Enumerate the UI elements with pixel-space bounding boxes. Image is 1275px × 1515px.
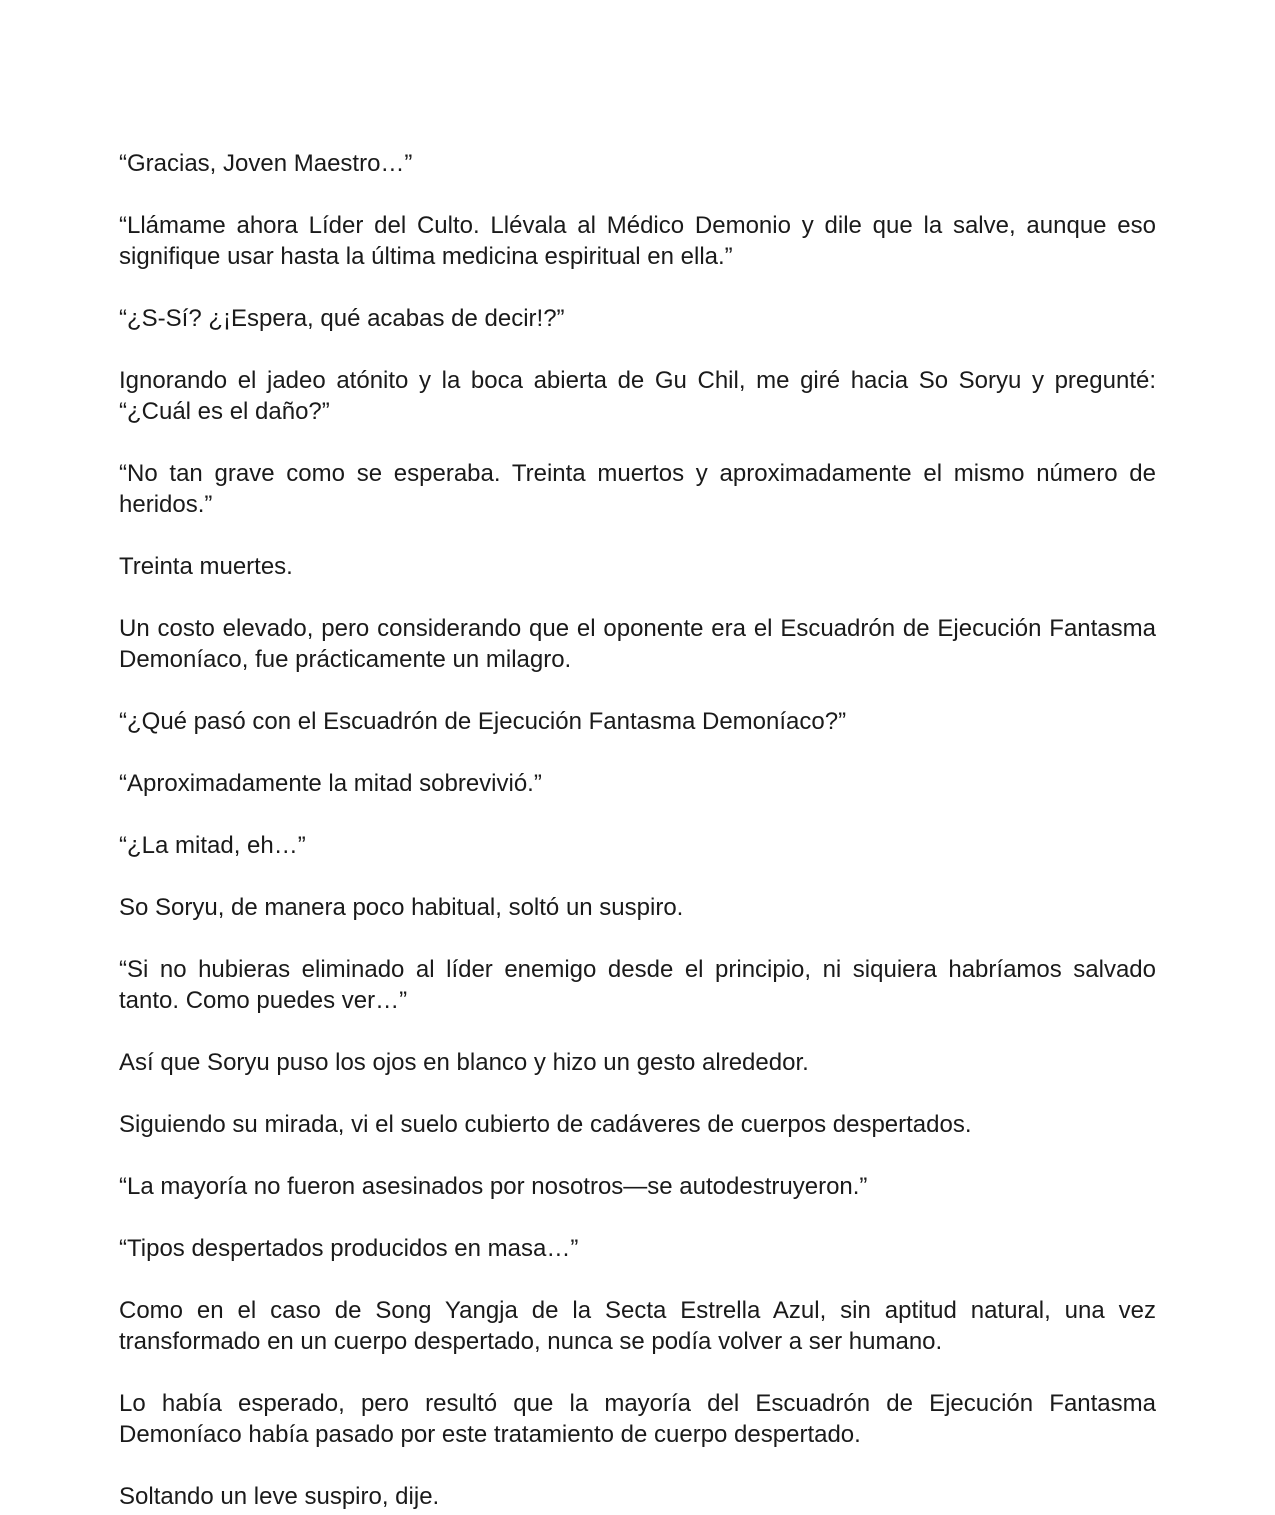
- paragraph: Soltando un leve suspiro, dije.: [119, 1483, 440, 1510]
- paragraph: “¿Qué pasó con el Escuadrón de Ejecución Fantasma Demoníaco?”: [119, 708, 847, 735]
- paragraph: “No tan grave como se esperaba. Treinta muertos y aproximadamente el mismo número de heridos.”: [119, 460, 1156, 518]
- paragraph: Treinta muertes.: [119, 553, 293, 580]
- body-text: [119, 148, 1156, 1515]
- paragraph: “La mayoría no fueron asesinados por nosotros—se autodestruyeron.”: [119, 1173, 868, 1200]
- paragraph: “Tipos despertados producidos en masa…”: [119, 1235, 579, 1262]
- paragraph: “¿La mitad, eh…”: [119, 832, 306, 859]
- paragraph: “Si no hubieras eliminado al líder enemigo desde el principio, ni siquiera habríamos salvado tanto. Como puedes ver…”: [119, 956, 1156, 1014]
- paragraph: “Aproximadamente la mitad sobrevivió.”: [119, 770, 542, 797]
- paragraph: “Llámame ahora Líder del Culto. Llévala al Médico Demonio y dile que la salve, aunque eso signifique usar hasta la última medicina espiritual en ella.”: [119, 212, 1156, 270]
- paragraph: “Gracias, Joven Maestro…”: [119, 150, 413, 177]
- paragraph: Como en el caso de Song Yangja de la Secta Estrella Azul, sin aptitud natural, una vez transformado en un cuerpo despertado, nunca se podía volver a ser humano.: [119, 1297, 1156, 1355]
- paragraph: Siguiendo su mirada, vi el suelo cubierto de cadáveres de cuerpos despertados.: [119, 1111, 972, 1138]
- paragraph: “¿S-Sí? ¿¡Espera, qué acabas de decir!?”: [119, 305, 565, 332]
- paragraph: Así que Soryu puso los ojos en blanco y hizo un gesto alrededor.: [119, 1049, 809, 1076]
- paragraph: Un costo elevado, pero considerando que el oponente era el Escuadrón de Ejecución Fantasma Demoníaco, fue prácticamente un milagro.: [119, 615, 1156, 673]
- paragraph: Lo había esperado, pero resultó que la mayoría del Escuadrón de Ejecución Fantasma Demoníaco había pasado por este tratamiento de cuerpo despertado.: [119, 1390, 1156, 1448]
- paragraph: So Soryu, de manera poco habitual, soltó un suspiro.: [119, 894, 684, 921]
- paragraph: Ignorando el jadeo atónito y la boca abierta de Gu Chil, me giré hacia So Soryu y pregunté: “¿Cuál es el daño?”: [119, 367, 1156, 425]
